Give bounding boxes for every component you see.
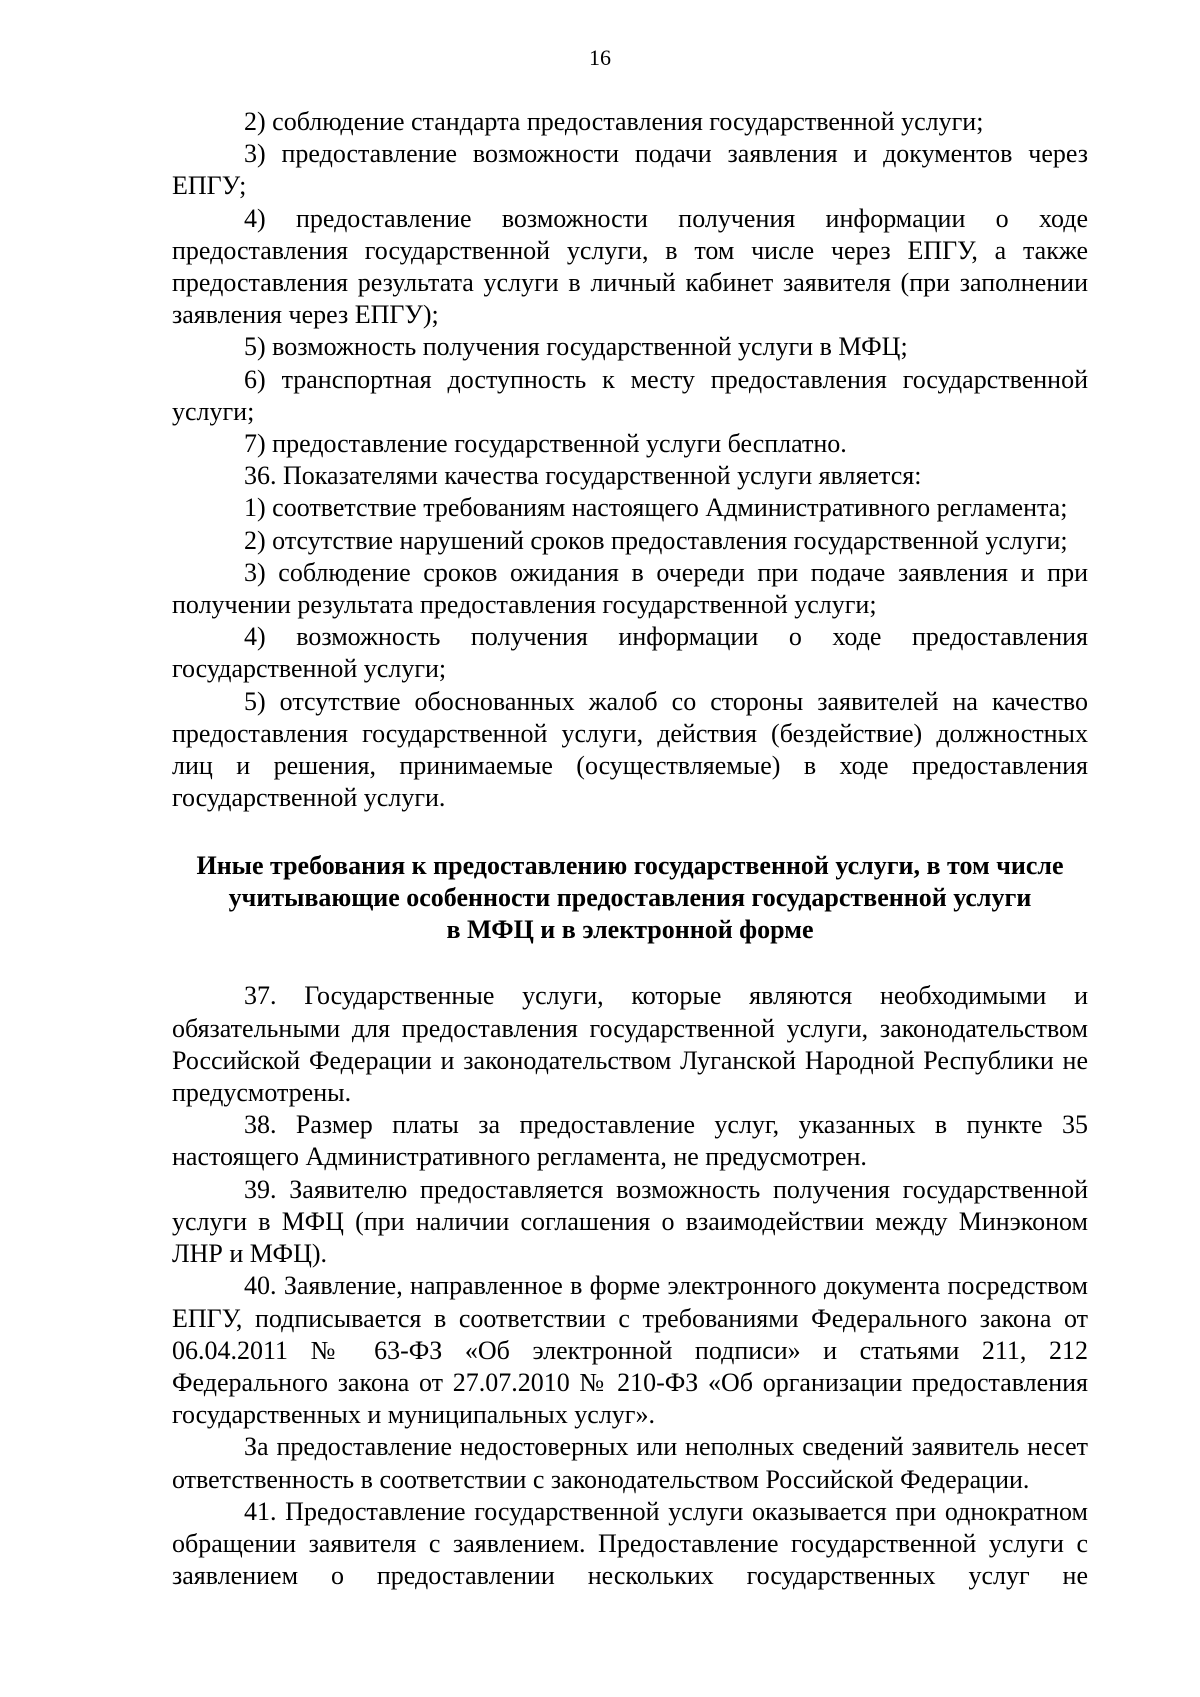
- document-body: [172, 106, 1088, 1592]
- clause-paragraph: 38. Размер платы за предоставление услуг, указанных в пункте 35 настоящего Административного регламента, не предусмотрен.: [172, 1110, 1088, 1172]
- section-heading-line: в МФЦ и в электронной форме: [446, 915, 814, 945]
- list-item: 5) возможность получения государственной услуги в МФЦ;: [244, 332, 908, 362]
- clause-paragraph: 39. Заявителю предоставляется возможность получения государственной услуги в МФЦ (при наличии соглашения о взаимодействии между Минэконом ЛНР и МФЦ).: [172, 1174, 1088, 1269]
- list-item: 4) возможность получения информации о ходе предоставления государственной услуги;: [172, 622, 1088, 684]
- section-heading-line: учитывающие особенности предоставления государственной услуги: [228, 883, 1032, 913]
- clause-paragraph: 41. Предоставление государственной услуги оказывается при однократном обращении заявителя с заявлением. Предоставление государственной услуги с заявлением о предоставлении нескольких государственных услуг не: [172, 1496, 1088, 1591]
- clause-paragraph: 40. Заявление, направленное в форме электронного документа посредством ЕПГУ, подписывается в соответствии с требованиями Федерального закона от 06.04.2011 № 63-ФЗ «Об электронной подписи» и статьями 211, 212 Федерального закона от 27.07.2010 № 210-ФЗ «Об организации предоставления государственных и муниципальных услуг».: [172, 1271, 1088, 1430]
- list-item: 7) предоставление государственной услуги бесплатно.: [244, 429, 847, 459]
- list-item: 5) отсутствие обоснованных жалоб со стороны заявителей на качество предоставления государственной услуги, действия (бездействие) должностных лиц и решения, принимаемые (осуществляемые) в ходе предоставления государственной услуги.: [172, 686, 1088, 813]
- clause-paragraph: За предоставление недостоверных или неполных сведений заявитель несет ответственность в соответствии с законодательством Российской Федерации.: [172, 1432, 1088, 1494]
- list-item: 4) предоставление возможности получения информации о ходе предоставления государственной услуги, в том числе через ЕПГУ, а также предоставления результата услуги в личный кабинет заявителя (при заполнении заявления через ЕПГУ);: [172, 203, 1088, 330]
- page-number: 16: [589, 45, 611, 70]
- list-item: 6) транспортная доступность к месту предоставления государственной услуги;: [172, 364, 1088, 426]
- list-item: 3) соблюдение сроков ожидания в очереди при подаче заявления и при получении результата предоставления государственной услуги;: [172, 557, 1088, 620]
- section-heading-line: Иные требования к предоставлению государственной услуги, в том числе: [196, 851, 1064, 881]
- list-item: 2) соблюдение стандарта предоставления государственной услуги;: [244, 107, 984, 136]
- clause-paragraph: 36. Показателями качества государственной услуги является:: [244, 461, 922, 491]
- list-item: 2) отсутствие нарушений сроков предоставления государственной услуги;: [244, 525, 1068, 555]
- section-heading: [172, 850, 1088, 946]
- clause-paragraph: 37. Государственные услуги, которые являются необходимыми и обязательными для предоставления государственной услуги, законодательством Российской Федерации и законодательством Луганской Народной Республики не предусмотрены.: [172, 981, 1088, 1108]
- list-item: 3) предоставление возможности подачи заявления и документов через ЕПГУ;: [172, 139, 1088, 201]
- list-item: 1) соответствие требованиям настоящего Административного регламента;: [244, 493, 1068, 523]
